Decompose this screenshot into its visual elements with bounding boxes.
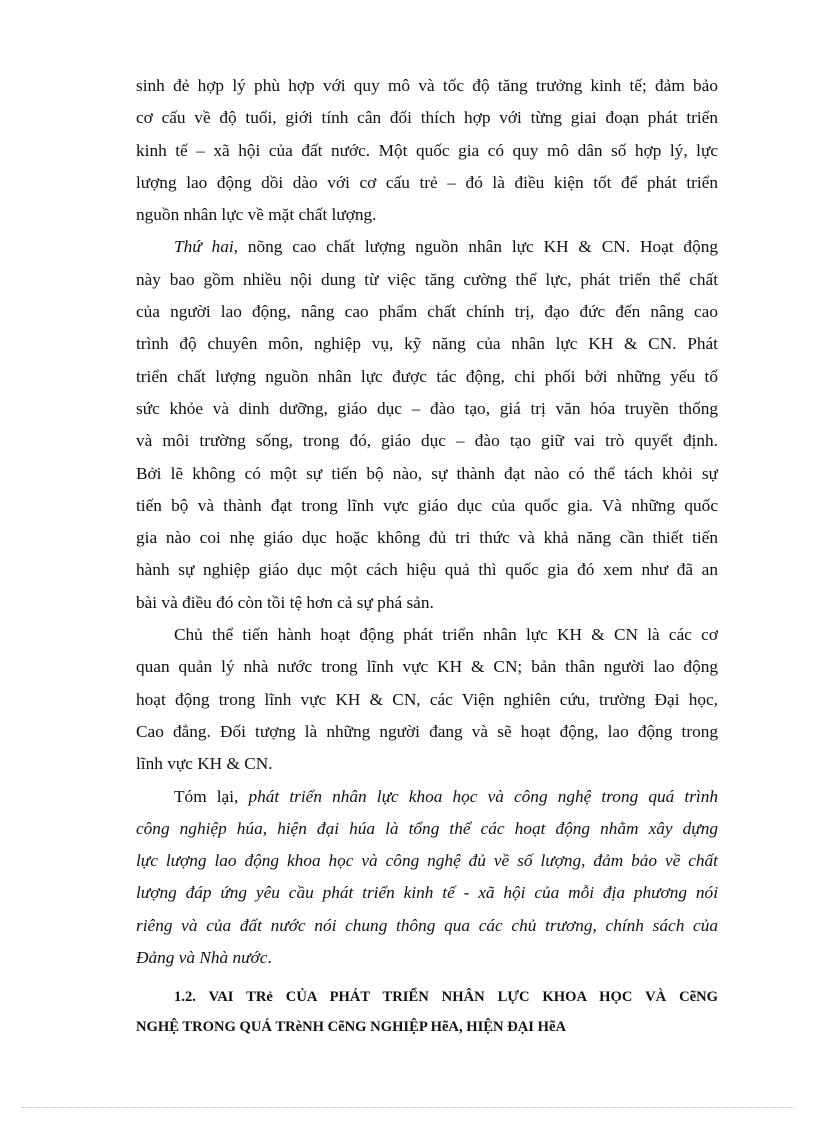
emphasis-text: Thứ hai: [174, 237, 234, 257]
paragraph-line: riêng và của đất nước nói chung thông qua các chủ trương, chính sách của: [136, 915, 718, 935]
paragraph-line: hoạt động trong lĩnh vực KH & CN, các Viện nghiên cứu, trường Đại học,: [136, 689, 718, 709]
paragraph-text: Tóm lại,: [174, 786, 249, 806]
paragraph-line: [136, 231, 718, 263]
section-heading: 1.2. VAI TRẻ CỦA PHÁT TRIỂN NHÂN LỰC KHOA HỌC VÀ CẽNG: [174, 989, 718, 1006]
paragraph-line: [136, 942, 718, 974]
paragraph-text: .: [267, 948, 272, 968]
paragraph-line: bài và điều đó còn tồi tệ hơn cả sự phá sản.: [136, 592, 434, 612]
paragraph-line: nguồn nhân lực về mặt chất lượng.: [136, 205, 377, 225]
paragraph-line: công nghiệp húa, hiện đại húa là tổng thể các hoạt động nhằm xây dựng: [136, 818, 718, 838]
paragraph-line: Bởi lẽ không có một sự tiến bộ nào, sự thành đạt nào có thể tách khỏi sự: [136, 463, 718, 483]
paragraph-line: trình độ chuyên môn, nghiệp vụ, kỹ năng của nhân lực KH & CN. Phát: [136, 334, 718, 354]
paragraph-line: Cao đẳng. Đối tượng là những người đang và sẽ hoạt động, lao động trong: [136, 721, 718, 741]
paragraph-line: của người lao động, nâng cao phẩm chất chính trị, đạo đức đến nâng cao: [136, 302, 718, 322]
paragraph-line: hành sự nghiệp giáo dục một cách hiệu quả thì quốc gia đó xem như đã an: [136, 560, 718, 580]
paragraph-line: lĩnh vực KH & CN.: [136, 754, 273, 774]
emphasis-text: phát triển nhân lực khoa học và công nghệ trong quá trình: [248, 786, 718, 806]
paragraph-text: , nõng cao chất lượng nguồn nhân lực KH & CN. Hoạt động: [233, 237, 718, 257]
paragraph-line: triển chất lượng nguồn nhân lực được tác động, chi phối bởi những yếu tố: [136, 366, 718, 386]
paragraph-line: này bao gồm nhiều nội dung từ việc tăng cường thể lực, phát triển thể chất: [136, 269, 718, 289]
paragraph-line: lượng lao động dồi dào với cơ cấu trẻ – đó là điều kiện tốt để phát triển: [136, 172, 718, 192]
paragraph-line: Chủ thể tiến hành hoạt động phát triển nhân lực KH & CN là các cơ: [174, 625, 718, 645]
paragraph-line: lượng đáp ứng yêu cầu phát triển kinh tế - xã hội của mỗi địa phương nói: [136, 883, 718, 903]
section-heading-continued: NGHỆ TRONG QUÁ TRèNH CẽNG NGHIỆP HẽA, HIỆN ĐẠI HẽA: [136, 1019, 566, 1036]
paragraph-line: lực lượng lao động khoa học và công nghệ đủ về số lượng, đảm bảo về chất: [136, 851, 718, 871]
paragraph-line: quan quản lý nhà nước trong lĩnh vực KH & CN; bản thân người lao động: [136, 657, 718, 677]
paragraph-line: [136, 781, 718, 813]
paragraph-line: sức khỏe và dinh dưỡng, giáo dục – đào tạo, giá trị văn hóa truyền thống: [136, 398, 718, 418]
paragraph-line: kinh tế – xã hội của đất nước. Một quốc gia có quy mô dân số hợp lý, lực: [136, 140, 718, 160]
paragraph-line: gia nào coi nhẹ giáo dục hoặc không đủ tri thức và khả năng cần thiết tiến: [136, 528, 718, 548]
paragraph-line: và môi trường sống, trong đó, giáo dục – đào tạo giữ vai trò quyết định.: [136, 431, 718, 451]
page-bottom-divider: [22, 1107, 794, 1108]
paragraph-line: cơ cấu về độ tuổi, giới tính cân đối thích hợp với từng giai đoạn phát triển: [136, 108, 718, 128]
paragraph-line: sinh đẻ hợp lý phù hợp với quy mô và tốc độ tăng trưởng kinh tế; đảm bảo: [136, 76, 718, 95]
emphasis-text: Đảng và Nhà nước: [136, 948, 268, 968]
paragraph-line: tiến bộ và thành đạt trong lĩnh vực giáo dục của quốc gia. Và những quốc: [136, 495, 718, 515]
document-page: [136, 70, 718, 1042]
